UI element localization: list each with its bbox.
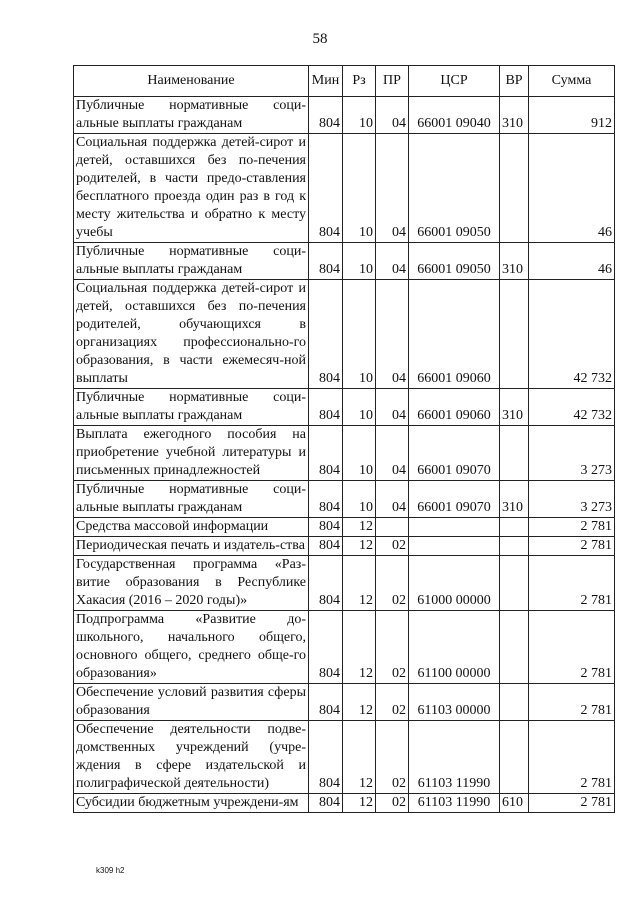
cell-min: 804 [309, 389, 343, 426]
table-row [74, 243, 615, 280]
cell-min: 804 [309, 426, 343, 481]
cell-sum: 2 781 [529, 518, 615, 537]
header-sum: Сумма [529, 66, 615, 97]
cell-sum: 3 273 [529, 426, 615, 481]
cell-vr [500, 611, 529, 684]
cell-rz: 10 [343, 481, 376, 518]
cell-vr [500, 537, 529, 556]
cell-min: 804 [309, 611, 343, 684]
cell-csr: 66001 09050 [409, 243, 500, 280]
cell-csr: 61103 11990 [409, 721, 500, 794]
cell-vr [500, 426, 529, 481]
header-csr: ЦСР [409, 66, 500, 97]
cell-min: 804 [309, 518, 343, 537]
cell-rz: 12 [343, 518, 376, 537]
cell-csr: 66001 09040 [409, 97, 500, 134]
cell-sum: 46 [529, 243, 615, 280]
cell-name: Выплата ежегодного пособия на приобретение учебной литературы и письменных принадлежностей [74, 426, 309, 481]
cell-csr [409, 518, 500, 537]
cell-pr: 02 [376, 794, 409, 813]
cell-csr: 61103 00000 [409, 684, 500, 721]
cell-vr: 310 [500, 481, 529, 518]
table-row [74, 794, 615, 813]
cell-pr [376, 518, 409, 537]
cell-vr: 310 [500, 243, 529, 280]
cell-name: Средства массовой информации [74, 518, 309, 537]
cell-min: 804 [309, 721, 343, 794]
cell-sum: 912 [529, 97, 615, 134]
cell-csr: 66001 09060 [409, 280, 500, 389]
header-name: Наименование [74, 66, 309, 97]
cell-name: Государственная программа «Раз-витие образования в Республике Хакасия (2016 – 2020 годы)» [74, 556, 309, 611]
cell-sum: 2 781 [529, 794, 615, 813]
table-row [74, 537, 615, 556]
cell-rz: 10 [343, 134, 376, 243]
cell-sum: 42 732 [529, 280, 615, 389]
cell-vr [500, 721, 529, 794]
cell-name: Публичные нормативные соци-альные выплаты гражданам [74, 97, 309, 134]
cell-min: 804 [309, 481, 343, 518]
table-row [74, 280, 615, 389]
cell-min: 804 [309, 243, 343, 280]
table-row [74, 556, 615, 611]
cell-rz: 10 [343, 426, 376, 481]
cell-csr: 61000 00000 [409, 556, 500, 611]
header-min: Мин [309, 66, 343, 97]
cell-rz: 12 [343, 556, 376, 611]
header-pr: ПР [376, 66, 409, 97]
footer-code: k309 h2 [96, 866, 125, 875]
cell-csr: 61100 00000 [409, 611, 500, 684]
budget-table [73, 65, 615, 813]
cell-vr [500, 518, 529, 537]
cell-vr [500, 684, 529, 721]
cell-csr: 66001 09050 [409, 134, 500, 243]
cell-pr: 04 [376, 389, 409, 426]
cell-rz: 12 [343, 794, 376, 813]
cell-vr [500, 556, 529, 611]
cell-csr: 66001 09070 [409, 481, 500, 518]
cell-sum: 2 781 [529, 556, 615, 611]
cell-pr: 02 [376, 537, 409, 556]
table-row [74, 721, 615, 794]
cell-pr: 04 [376, 280, 409, 389]
cell-csr: 66001 09070 [409, 426, 500, 481]
table-body [74, 97, 615, 813]
header-vr: ВР [500, 66, 529, 97]
cell-vr: 310 [500, 389, 529, 426]
cell-pr: 04 [376, 243, 409, 280]
table-row [74, 684, 615, 721]
cell-pr: 02 [376, 684, 409, 721]
cell-name: Субсидии бюджетным учреждени-ям [74, 794, 309, 813]
cell-name: Публичные нормативные соци-альные выплаты гражданам [74, 481, 309, 518]
cell-pr: 02 [376, 721, 409, 794]
table-header-row [74, 66, 615, 97]
cell-vr [500, 134, 529, 243]
cell-csr [409, 537, 500, 556]
cell-name: Подпрограмма «Развитие до-школьного, начального общего, основного общего, среднего обще-го образования» [74, 611, 309, 684]
cell-min: 804 [309, 794, 343, 813]
cell-rz: 12 [343, 611, 376, 684]
cell-pr: 02 [376, 556, 409, 611]
cell-pr: 04 [376, 426, 409, 481]
cell-min: 804 [309, 537, 343, 556]
cell-pr: 04 [376, 481, 409, 518]
cell-rz: 12 [343, 684, 376, 721]
table-row [74, 426, 615, 481]
cell-pr: 04 [376, 134, 409, 243]
cell-rz: 10 [343, 389, 376, 426]
cell-min: 804 [309, 556, 343, 611]
cell-rz: 10 [343, 280, 376, 389]
cell-sum: 2 781 [529, 721, 615, 794]
cell-sum: 46 [529, 134, 615, 243]
cell-sum: 2 781 [529, 611, 615, 684]
cell-vr: 310 [500, 97, 529, 134]
table-row [74, 134, 615, 243]
cell-sum: 42 732 [529, 389, 615, 426]
cell-name: Периодическая печать и издатель-ства [74, 537, 309, 556]
cell-name: Обеспечение деятельности подве-домственных учреждений (учре-ждения в сфере издательской и полиграфической деятельности) [74, 721, 309, 794]
cell-name: Публичные нормативные соци-альные выплаты гражданам [74, 243, 309, 280]
cell-csr: 61103 11990 [409, 794, 500, 813]
table-row [74, 518, 615, 537]
table-row [74, 611, 615, 684]
cell-rz: 12 [343, 721, 376, 794]
table-row [74, 97, 615, 134]
cell-sum: 2 781 [529, 684, 615, 721]
cell-rz: 10 [343, 243, 376, 280]
table-row [74, 481, 615, 518]
cell-vr: 610 [500, 794, 529, 813]
cell-min: 804 [309, 684, 343, 721]
cell-name: Публичные нормативные соци-альные выплаты гражданам [74, 389, 309, 426]
table-row [74, 389, 615, 426]
cell-csr: 66001 09060 [409, 389, 500, 426]
cell-name: Социальная поддержка детей-сирот и детей, оставшихся без по-печения родителей, в части предо-ставления бесплатного проезда один раз в год к месту жительства и обратно к месту учебы [74, 134, 309, 243]
header-rz: Рз [343, 66, 376, 97]
cell-vr [500, 280, 529, 389]
cell-min: 804 [309, 280, 343, 389]
cell-min: 804 [309, 97, 343, 134]
cell-min: 804 [309, 134, 343, 243]
cell-name: Обеспечение условий развития сферы образования [74, 684, 309, 721]
cell-sum: 3 273 [529, 481, 615, 518]
cell-rz: 12 [343, 537, 376, 556]
cell-sum: 2 781 [529, 537, 615, 556]
cell-pr: 02 [376, 611, 409, 684]
page-number: 58 [312, 31, 328, 47]
cell-rz: 10 [343, 97, 376, 134]
cell-pr: 04 [376, 97, 409, 134]
cell-name: Социальная поддержка детей-сирот и детей, оставшихся без по-печения родителей, обучающихся в организациях профессионально-го образования, в части ежемесяч-ной выплаты [74, 280, 309, 389]
